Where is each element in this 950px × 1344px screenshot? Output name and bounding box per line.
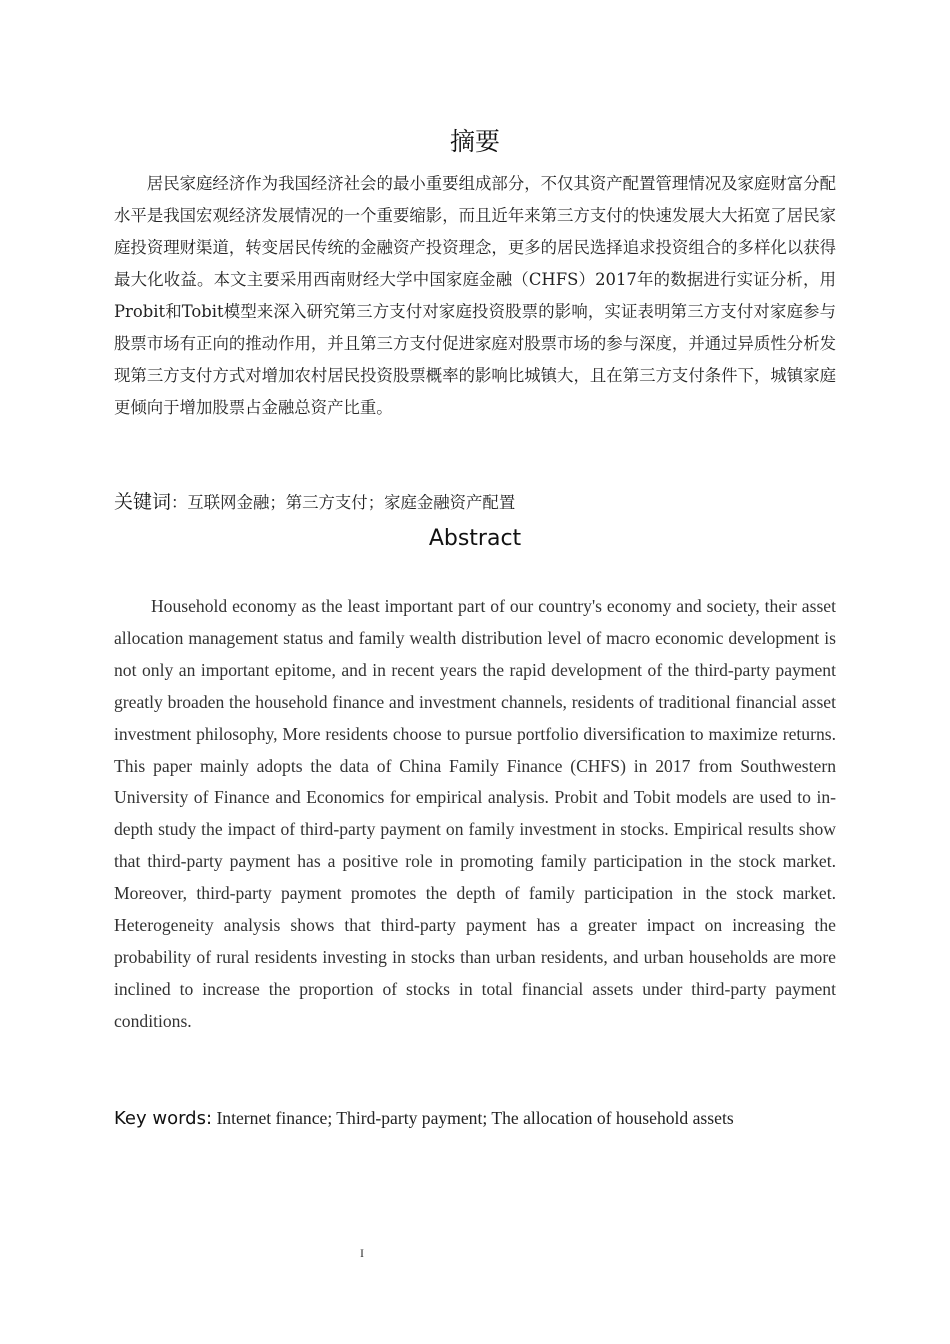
english-keywords-list: Internet finance; Third-party payment; The allocation of household assets [212, 1108, 734, 1128]
english-abstract-title: Abstract [428, 526, 522, 551]
chinese-keywords-list: ：互联网金融；第三方支付；家庭金融资产配置 [171, 493, 516, 512]
chinese-keywords [114, 486, 836, 519]
chinese-abstract-title: 摘要 [449, 127, 500, 156]
english-keywords [114, 1102, 874, 1135]
chinese-keywords-label: 关键词 [114, 491, 172, 513]
page-number: I [360, 1246, 364, 1260]
english-keywords-label: Key words: [114, 1108, 213, 1129]
english-abstract-body: Household economy as the least important part of our country's economy and society, their asset allocation management status and family wealth distribution level of macro economic development is not only an important epitome, and in recent years the rapid development of the third-party payment greatly broaden the household finance and investment channels, residents of traditional financial asset investment philosophy, More residents choose to pursue portfolio diversification to maximize returns. This paper mainly adopts the data of China Family Finance (CHFS) in 2017 from Southwestern University of Finance and Economics for empirical analysis. Probit and Tobit models are used to in-depth study the impact of third-party payment on family investment in stocks. Empirical results show that third-party payment has a positive role in promoting family participation in the stock market. Moreover, third-party payment promotes the depth of family participation in the stock market. Heterogeneity analysis shows that third-party payment has a greater impact on increasing the probability of rural residents investing in stocks than urban residents, and urban households are more inclined to increase the proportion of stocks in total financial assets under third-party payment conditions. [114, 596, 836, 1031]
chinese-abstract-body: 居民家庭经济作为我国经济社会的最小重要组成部分，不仅其资产配置管理情况及家庭财富分配水平是我国宏观经济发展情况的一个重要缩影，而且近年来第三方支付的快速发展大大拓宽了居民家庭投资理财渠道，转变居民传统的金融资产投资理念，更多的居民选择追求投资组合的多样化以获得最大化收益。本文主要采用西南财经大学中国家庭金融（CHFS）2017年的数据进行实证分析，用Probit和Tobit模型来深入研究第三方支付对家庭投资股票的影响，实证表明第三方支付对家庭参与股票市场有正向的推动作用，并且第三方支付促进家庭对股票市场的参与深度，并通过异质性分析发现第三方支付方式对增加农村居民投资股票概率的影响比城镇大，且在第三方支付条件下，城镇家庭更倾向于增加股票占金融总资产比重。 [114, 174, 836, 417]
